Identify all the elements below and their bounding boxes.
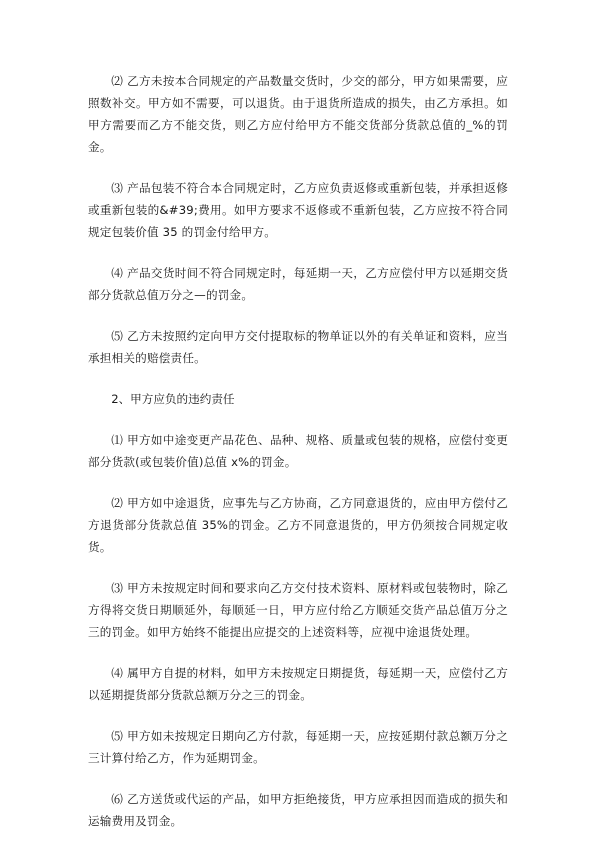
- section-heading-buyer-liability: 2、甲方应负的违约责任: [111, 392, 235, 406]
- paragraph-buyer-change-spec: ⑴ 甲方如中途变更产品花色、品种、规格、质量或包装的规格，应偿付变更部分货款(或包装价值)总值 x%的罚金。: [88, 433, 508, 469]
- paragraph-seller-delivery-delay: ⑷ 产品交货时间不符合同规定时，每延期一天，乙方应偿付甲方以延期交货部分货款总值万分之—的罚金。: [88, 266, 508, 302]
- paragraph-buyer-pickup-delay: ⑷ 属甲方自提的材料，如甲方未按规定日期提货，每延期一天，应偿付乙方以延期提货部分货款总额万分之三的罚金。: [88, 666, 508, 702]
- paragraph-buyer-return: ⑵ 甲方如中途退货，应事先与乙方协商，乙方同意退货的，应由甲方偿付乙方退货部分货款总值 35%的罚金。乙方不同意退货的，甲方仍须按合同规定收货。: [88, 496, 508, 554]
- paragraph-seller-documents: ⑸ 乙方未按照约定向甲方交付提取标的物单证以外的有关单证和资料，应当承担相关的赔偿责任。: [88, 329, 508, 365]
- paragraph-buyer-refuse-delivery: ⑹ 乙方送货或代运的产品，如甲方拒绝接货，甲方应承担因而造成的损失和运输费用及罚金。: [88, 792, 508, 828]
- paragraph-seller-quantity-shortfall: ⑵ 乙方未按本合同规定的产品数量交货时，少交的部分，甲方如果需要，应照数补交。甲方如不需要，可以退货。由于退货所造成的损失，由乙方承担。如甲方需要而乙方不能交货，则乙方应付给甲方不能交货部分货款总值的_%的罚金。: [88, 74, 508, 154]
- paragraph-seller-packaging: ⑶ 产品包装不符合本合同规定时，乙方应负责返修或重新包装，并承担返修或重新包装的&#39;费用。如甲方要求不返修或不重新包装，乙方应按不符合同规定包装价值 35 的罚金付给甲方。: [88, 181, 508, 239]
- document-body: [88, 70, 508, 851]
- paragraph-buyer-payment-delay: ⑸ 甲方如未按规定日期向乙方付款，每延期一天，应按延期付款总额万分之三计算付给乙方，作为延期罚金。: [88, 729, 508, 765]
- paragraph-buyer-materials-delay: ⑶ 甲方未按规定时间和要求向乙方交付技术资料、原材料或包装物时，除乙方得将交货日期顺延外，每顺延一日，甲方应付给乙方顺延交货产品总值万分之三的罚金。如甲方始终不能提出应提交的上述资料等，应视中途退货处理。: [88, 581, 508, 639]
